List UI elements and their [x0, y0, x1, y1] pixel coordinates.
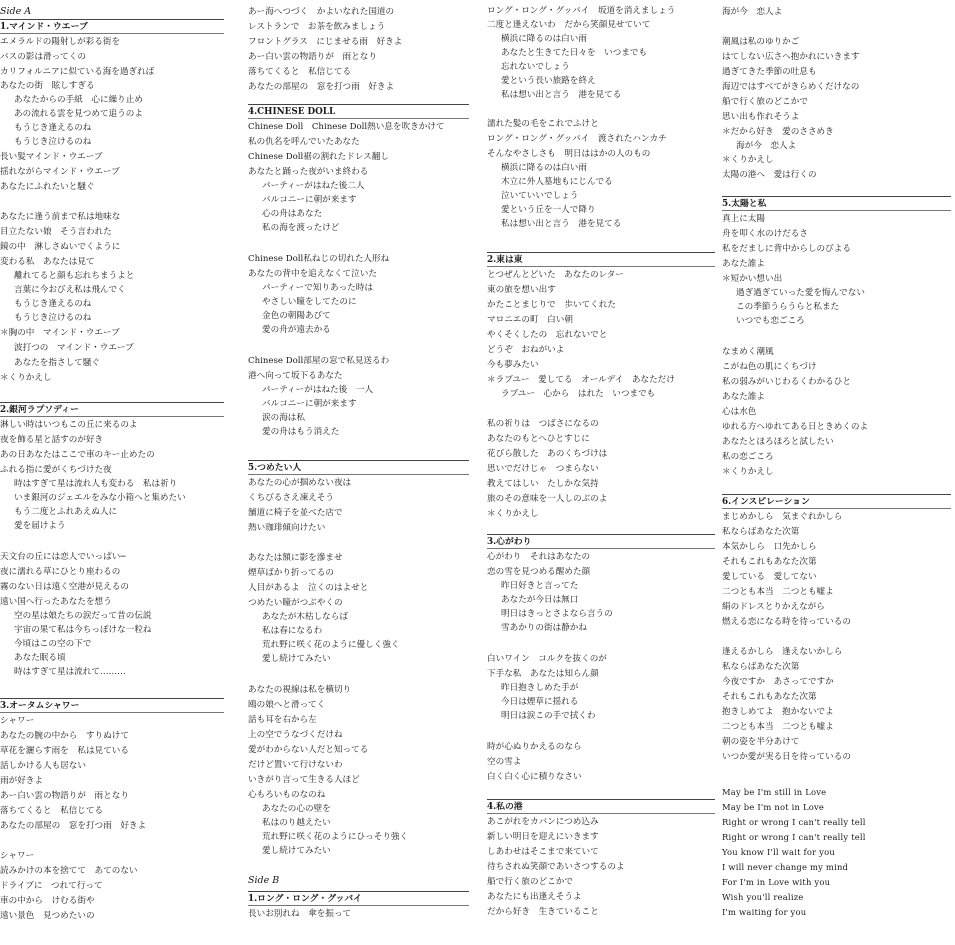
song-title-text: 3.心がわり: [487, 537, 532, 547]
lyric-line: あなたの部屋の 窓を打つ雨 好きよ: [0, 821, 147, 831]
lyric-line: 逢えるかしら 逢えないかしら: [722, 647, 843, 657]
song-title: [248, 106, 473, 118]
title-rule-bottom: [487, 813, 715, 814]
lyric-line: 人目があるよ 泣くのはよせと: [248, 583, 369, 593]
lyric-line: 思い出も作れそうよ: [722, 112, 800, 122]
lyric-line: ＊くりかえし: [722, 155, 774, 165]
lyric-line: 鏡の中 淋しさぬいでくように: [0, 242, 121, 252]
lyric-line: 明日はきっとさよなら言うの: [501, 609, 613, 619]
title-rule-top: [487, 534, 715, 535]
lyric-line: やさしい瞳をしてたのに: [262, 297, 357, 307]
lyric-line: 私の海を渡ったけど: [262, 223, 340, 233]
lyric-line: はてしない広さへ抱かれにいきます: [722, 52, 860, 62]
title-rule-bottom: [487, 266, 715, 267]
lyric-line: 心がわり それはあなたの: [487, 552, 591, 562]
lyric-line: くちびるさえ凍えそう: [248, 493, 334, 503]
title-rule-bottom: [487, 548, 715, 549]
title-rule-top: [248, 460, 469, 461]
lyric-line: 空の雪よ: [487, 757, 522, 767]
lyric-line: 横浜に降るのは白い雨: [501, 34, 587, 44]
lyric-line: 私は想い出と言う 港を見てる: [501, 219, 622, 229]
lyric-line: 長いお別れね 傘を振って: [248, 909, 352, 919]
lyric-line: 遠い景色 見つめたいの: [0, 911, 95, 921]
lyric-line: 抱きしめてよ 抱かないでよ: [722, 707, 834, 717]
song-title-text: 4.私の港: [487, 802, 523, 812]
lyric-line: まじめかしら 気まぐれかしら: [722, 512, 843, 522]
lyric-line: 過ぎ過ぎていった愛を悔んでない: [736, 288, 865, 298]
lyric-line: 明日は涙この手で拭くわ: [501, 711, 596, 721]
lyric-line: 雪あかりの街は静かね: [501, 623, 587, 633]
lyric-line: Chinese Doll Chinese Doll熱い息を吹きかけて: [248, 122, 445, 132]
lyric-line: 涙の海は私: [262, 413, 305, 423]
lyric-line: 愛している 愛してない: [722, 572, 817, 582]
lyric-line: 今頃はこの空の下で: [14, 639, 92, 649]
song-title: [0, 21, 228, 33]
lyric-line: あこがれをカバンにつめ込み: [487, 817, 599, 827]
lyric-line: ＊くりかえし: [0, 373, 52, 383]
title-rule-bottom: [722, 508, 951, 509]
lyric-line: 私は春になるわ: [262, 626, 323, 636]
lyric-line: 心は水色: [722, 407, 757, 417]
lyric-line: 二つとも本当 二つとも嘘よ: [722, 722, 834, 732]
lyric-line: 離れてると顔も忘れちまうよと: [14, 271, 135, 281]
lyric-line: 下手な私 あなたは知らん顔: [487, 669, 599, 679]
lyric-line: もう二度とふれあえぬ人に: [14, 507, 118, 517]
lyric-line: 潮風は私のゆりかご: [722, 37, 800, 47]
lyric-line: 待ちされぬ笑顔であいさつするのよ: [487, 862, 625, 872]
lyric-line: Chinese Doll私ねじの切れた人形ね: [248, 254, 390, 264]
lyric-line: 荒れ野に咲く花のようにひっそり強く: [262, 832, 409, 842]
lyric-line: どうぞ おねがいよ: [487, 345, 565, 355]
lyric-line: 言葉に今おびえ私は飛んでく: [14, 285, 126, 295]
lyric-line: バルコニーに朝が来ます: [262, 399, 357, 409]
lyric-line: I will never change my mind: [722, 862, 849, 872]
lyric-line: 変わる私 あなたは見て: [0, 257, 95, 267]
lyric-line: いきがり言って生きる人ほど: [248, 775, 360, 785]
song-title-text: 6.インスピレーション: [722, 497, 810, 507]
song-title: [487, 536, 719, 548]
song-title-text: 1.マインド・ウエーブ: [0, 22, 88, 32]
song-title: [0, 404, 228, 416]
song-title: [487, 801, 719, 813]
lyric-line: 私の弱みがいじわるくわかるひと: [722, 377, 851, 387]
lyric-line: 車の中から けむる街や: [0, 896, 95, 906]
title-rule-top: [722, 494, 951, 495]
lyric-line: あなたと踊った夜がいま終わる: [248, 167, 369, 177]
lyric-line: とつぜんとどいた あなたのレター: [487, 270, 624, 280]
lyric-line: 絹のドレスとりかえながら: [722, 602, 825, 612]
lyric-line: 太陽の港へ 愛は行くの: [722, 170, 817, 180]
lyric-line: I'm waiting for you: [722, 907, 807, 917]
lyric-line: 鴎の娘へと滑ってく: [248, 700, 326, 710]
lyric-line: 思いでだけじゃ つまらない: [487, 464, 599, 474]
lyric-line: カリフォルニアに似ている海を過ぎれば: [0, 67, 155, 77]
lyric-line: シャワー: [0, 716, 35, 726]
lyric-line: 舟を叩く水のけだるさ: [722, 229, 808, 239]
lyric-line: Right or wrong I can't really tell: [722, 832, 866, 842]
lyric-line: 今日は煙草に揺れる: [501, 697, 579, 707]
song-title-text: 5.つめたい人: [248, 463, 302, 473]
lyric-line: 教えてはしい たしかな気持: [487, 479, 599, 489]
title-rule-bottom: [0, 712, 224, 713]
lyric-line: 濡れた髪の毛をこれでふけと: [487, 119, 599, 129]
lyric-line: 東の旅を想い出す: [487, 285, 556, 295]
lyric-line: ＊だから好き 愛のささめき: [722, 127, 834, 137]
lyric-line: あなたを指さして騒ぐ: [14, 358, 100, 368]
song-title-text: 3.オータムシャワー: [0, 701, 80, 711]
lyric-line: あなたと生きてた日々を いつまでも: [501, 48, 648, 58]
lyric-line: Chinese Doll裾の割れたドレス翻し: [248, 152, 389, 162]
lyric-line: 愛という丘を一人で降り: [501, 205, 596, 215]
lyric-line: 舗道に椅子を並べた店で: [248, 508, 343, 518]
title-rule-bottom: [248, 118, 469, 119]
lyric-line: 泣いていいでしょう: [501, 191, 579, 201]
lyric-line: 話しかける人も居ない: [0, 761, 86, 771]
lyric-line: バルコニーに朝が来ます: [262, 195, 357, 205]
song-title-text: 2.東は東: [487, 255, 523, 265]
lyric-line: だけど置いて行けないわ: [248, 760, 343, 770]
lyric-line: ＊胸の中 マインド・ウエーブ: [0, 328, 120, 338]
lyric-line: あなたの部屋の 窓を打つ雨 好きよ: [248, 82, 395, 92]
lyric-line: あー白い雲の物語りが 雨となり: [248, 52, 377, 62]
lyric-line: 忘れないでしょう: [501, 62, 570, 72]
song-title-text: 2.銀河ラプソディー: [0, 405, 79, 415]
song-title: [487, 254, 719, 266]
lyric-line: 雨が好きよ: [0, 776, 43, 786]
lyric-line: 朝の姿を半分あけて: [722, 737, 800, 747]
lyric-line: 心の舟はあなた: [262, 209, 323, 219]
lyric-line: 今夜ですか あさってですか: [722, 677, 834, 687]
lyric-line: いつでも恋ごころ: [736, 316, 805, 326]
lyric-line: 目立たない娘 そう言われた: [0, 227, 112, 237]
lyric-line: 私の仇名を呼んでいたあなた: [248, 137, 360, 147]
lyric-line: 私の祈りは つばさになるの: [487, 419, 599, 429]
lyric-line: Wish you'll realize: [722, 892, 804, 902]
lyric-line: ＊ラブユー 愛してる オールデイ あなただけ: [487, 375, 675, 385]
lyric-line: 話も耳を右から左: [248, 715, 317, 725]
lyric-line: ラブユー 心から はれた いつまでも: [501, 389, 656, 399]
lyric-line: 淋しい時はいつもこの丘に来るのよ: [0, 420, 138, 430]
lyric-line: パーティーがはねた後 一人: [262, 385, 374, 395]
lyric-line: あの日あなたはここで車のキー止めたの: [0, 450, 155, 460]
lyric-line: 愛という長い旅路を終え: [501, 76, 596, 86]
lyric-line: あなたに逢う前まで私は地味な: [0, 212, 121, 222]
lyric-line: 船で行く旅のどこかで: [487, 877, 573, 887]
lyric-line: 空の星は娘たちの涙だって昔の伝説: [14, 611, 152, 621]
lyric-line: あなたにふれたいと騒ぐ: [0, 182, 95, 192]
lyrics-column-1: [0, 0, 228, 945]
lyric-line: 私をだましに背中からしのびよる: [722, 244, 851, 254]
song-title: [722, 496, 955, 508]
song-title: [722, 198, 955, 210]
lyric-line: あなたの街 眩しすぎる: [0, 81, 95, 91]
title-rule-top: [722, 196, 951, 197]
lyric-line: 昨日抱きしめた手が: [501, 683, 579, 693]
lyric-line: いま銀河のジェエルをみな小箱へと集めたい: [14, 493, 186, 503]
lyric-line: ＊短かい想い出: [722, 274, 783, 284]
lyric-line: あなたの視線は私を横切り: [248, 685, 352, 695]
lyric-line: 海辺ではすべてがきらめくだけなの: [722, 82, 860, 92]
lyric-line: 愛の舟はもう消えた: [262, 427, 340, 437]
side-label: Side A: [0, 6, 32, 17]
lyric-line: 宇宙の果て私は今ちっぽけな一粒ね: [14, 625, 152, 635]
lyric-line: For I'm in Love with you: [722, 877, 831, 887]
title-rule-bottom: [0, 33, 224, 34]
lyric-line: May be I'm not in Love: [722, 802, 825, 812]
lyric-line: 夜を飾る星と話すのが好き: [0, 435, 104, 445]
lyric-line: 霧のない日は遠く空港が見えるの: [0, 582, 129, 592]
lyric-line: 愛し続けてみたい: [262, 654, 331, 664]
lyric-line: 燃える恋になる時を待っているの: [722, 617, 851, 627]
lyric-line: 私ならばあなた次第: [722, 527, 800, 537]
lyric-line: エメラルドの陽射しが彩る街を: [0, 37, 121, 47]
lyric-line: 読みかけの本を捨てて あてのない: [0, 866, 138, 876]
lyric-line: 木立に外人墓地もにじんでる: [501, 177, 613, 187]
lyric-line: あなた誰よ: [722, 259, 765, 269]
lyric-line: 揺れながらマインド・ウエーブ: [0, 167, 120, 177]
title-rule-bottom: [0, 416, 224, 417]
lyric-line: それもこれもあなた次第: [722, 557, 817, 567]
lyric-line: 船で行く旅のどこかで: [722, 97, 808, 107]
lyric-line: やくそくしたの 忘れないでと: [487, 330, 608, 340]
lyric-line: だから好き 生きていること: [487, 907, 599, 917]
lyric-line: 花びら散した あのくちづけは: [487, 449, 608, 459]
lyric-line: 天文台の丘には恋人でいっぱい─: [0, 552, 126, 562]
lyric-line: 横浜に降るのは白い雨: [501, 163, 587, 173]
song-title: [248, 893, 473, 905]
lyric-line: あなたが木枯しならば: [262, 612, 348, 622]
lyric-line: ふれる指に愛がくちづけた夜: [0, 465, 112, 475]
lyric-line: 煙草ばかり折ってるの: [248, 568, 334, 578]
lyric-line: 真上に太陽: [722, 214, 765, 224]
title-rule-top: [0, 402, 224, 403]
lyric-line: ロング・ロング・グッバイ 渡されたハンカチ: [487, 134, 667, 144]
lyric-line: あなたが今日は無口: [501, 595, 579, 605]
lyric-line: 白く白く心に積りなさい: [487, 772, 582, 782]
lyric-line: あー海へつづく かよいなれた国道の: [248, 7, 395, 17]
lyric-line: ドライブに つれて行って: [0, 881, 103, 891]
lyric-line: この季節うらうらと私また: [736, 302, 840, 312]
lyric-line: レストランで お茶を飲みましょう: [248, 22, 386, 32]
lyric-line: 落ちてくると 私信じてる: [0, 806, 104, 816]
title-rule-bottom: [248, 474, 469, 475]
lyric-line: 金色の朝陽あびて: [262, 311, 331, 321]
lyric-line: あなたは額に影を滲ませ: [248, 553, 343, 563]
song-title-text: 5.太陽と私: [722, 199, 767, 209]
lyric-line: あなた眠る頃: [14, 653, 66, 663]
song-title-text: 4.CHINESE DOLL: [248, 107, 336, 117]
lyric-line: 二つとも本当 二つとも嘘よ: [722, 587, 834, 597]
title-rule-top: [487, 799, 715, 800]
lyric-line: ＊くりかえし: [487, 509, 539, 519]
lyric-line: こがね色の肌にくちづけ: [722, 362, 817, 372]
lyric-line: May be I'm still in Love: [722, 787, 827, 797]
lyrics-column-3: [487, 0, 719, 945]
lyric-line: あなたのもとへひとすじに: [487, 434, 590, 444]
lyric-line: もうじき泣けるのね: [14, 137, 92, 147]
lyric-line: 時はすぎて星は流れて………: [14, 667, 126, 677]
lyrics-column-2: [248, 0, 473, 945]
lyric-line: 夜に濡れる草にひとり座わるの: [0, 567, 121, 577]
lyric-line: 旅のその意味を一人しのぶのよ: [487, 494, 608, 504]
lyric-line: あなた誰よ: [722, 392, 765, 402]
lyric-line: You know I'll wait for you: [722, 847, 835, 857]
lyric-line: 新しい明日を迎えにいきます: [487, 832, 599, 842]
lyric-line: もうじき逢えるのね: [14, 123, 92, 133]
lyric-line: あー白い雲の物語りが 雨となり: [0, 791, 129, 801]
lyric-line: ＊くりかえし: [722, 467, 774, 477]
lyric-line: 波打つの マインド・ウエーブ: [14, 343, 134, 353]
lyric-line: Right or wrong I can't really tell: [722, 817, 866, 827]
lyric-line: 落ちてくると 私信じてる: [248, 67, 352, 77]
lyric-line: 私はのり越えたい: [262, 818, 331, 828]
side-label: Side B: [248, 875, 280, 886]
lyric-line: 恋の雪を見つめる醒めた顔: [487, 567, 591, 577]
lyric-line: 草花を灑らす雨を 私は見ている: [0, 746, 129, 756]
title-rule-top: [0, 698, 224, 699]
lyric-line: Chinese Doll部屋の窓で私見送るわ: [248, 356, 390, 366]
lyric-line: あなたの心が掴めない夜は: [248, 478, 352, 488]
lyric-line: いつか愛が実る日を待っているの: [722, 752, 851, 762]
lyric-line: 長い髪マインド・ウエーブ: [0, 152, 103, 162]
lyric-line: あなたの背中を追えなくて泣いた: [248, 269, 377, 279]
lyric-line: 海が今 恋人よ: [736, 141, 797, 151]
lyric-line: バスの影は滑ってくの: [0, 52, 86, 62]
lyric-line: つめたい瞳がつぶやくの: [248, 598, 343, 608]
lyric-line: あなたとほろほろと試したい: [722, 437, 834, 447]
lyric-line: パーティーがはねた後二人: [262, 181, 365, 191]
lyric-line: 上の空でうなづくだけね: [248, 730, 343, 740]
lyric-line: 海が今 恋人よ: [722, 7, 783, 17]
lyrics-column-4: [722, 0, 955, 945]
title-rule-top: [487, 252, 715, 253]
lyric-line: 港へ向って坂下るあなた: [248, 371, 343, 381]
title-rule-top: [0, 19, 224, 20]
lyric-line: もうじき逢えるのね: [14, 299, 92, 309]
song-title-text: 1.ロング・ロング・グッバイ: [248, 894, 362, 904]
lyric-line: 熱い珈琲傾向けたい: [248, 523, 326, 533]
lyric-line: あの流れる雲を見つめて追うのよ: [14, 109, 143, 119]
lyric-line: 愛を届けよう: [14, 521, 66, 531]
lyric-line: 私は想い出と言う 港を見てる: [501, 90, 622, 100]
song-title: [248, 462, 473, 474]
lyric-line: 私ならばあなた次第: [722, 662, 800, 672]
lyric-line: 遠い国へ行ったあなたを想う: [0, 597, 112, 607]
lyric-line: あなたにも出逢えそうよ: [487, 892, 582, 902]
lyric-line: あなたからの手紙 心に繰り止め: [14, 95, 143, 105]
lyric-line: ゆれる方へゆれてある日ときめくのよ: [722, 422, 869, 432]
lyric-line: 昨日好きと言ってた: [501, 581, 579, 591]
lyric-line: それもこれもあなた次第: [722, 692, 817, 702]
lyric-line: マロニエの町 白い朝: [487, 315, 573, 325]
lyric-line: 荒れ野に咲く花のように優しく強く: [262, 640, 400, 650]
lyric-line: そんなやさしさも 明日ははかの人のもの: [487, 149, 651, 159]
lyric-line: シャワー: [0, 851, 35, 861]
lyric-line: ロング・ロング・グッバイ 坂道を消えましょう: [487, 6, 676, 16]
lyric-line: あなたの心の壁を: [262, 804, 331, 814]
lyric-line: 愛し続けてみたい: [262, 846, 331, 856]
lyric-line: パーティーで知りあった時は: [262, 283, 373, 293]
lyric-line: 本気かしら 口先かしら: [722, 542, 817, 552]
lyric-line: かたことまじりで 歩いてくれた: [487, 300, 616, 310]
title-rule-top: [248, 104, 469, 105]
title-rule-top: [248, 891, 469, 892]
title-rule-bottom: [248, 905, 469, 906]
lyric-line: フロントグラス にじませる雨 好きよ: [248, 37, 403, 47]
song-title: [0, 700, 228, 712]
lyric-line: しあわせはそこまで来ていて: [487, 847, 599, 857]
lyric-line: 過ぎてきた季節の吐息も: [722, 67, 817, 77]
lyric-line: 今も夢みたい: [487, 360, 539, 370]
lyric-line: 心もろいものなのね: [248, 790, 326, 800]
title-rule-bottom: [722, 210, 951, 211]
lyric-line: 時が心ぬりかえるのなら: [487, 742, 582, 752]
lyric-line: 愛の舟が遠去かる: [262, 325, 331, 335]
lyric-line: 白いワイン コルクを抜くのが: [487, 654, 607, 664]
lyric-line: あなたの腕の中から すりぬけて: [0, 731, 129, 741]
lyric-line: 二度と逢えないわ だから笑顔見せていて: [487, 20, 651, 30]
lyric-line: 私の恋ごころ: [722, 452, 774, 462]
lyric-line: もうじき泣けるのね: [14, 313, 92, 323]
lyric-line: 愛がわからない人だと知ってる: [248, 745, 369, 755]
lyric-line: 時はすぎて星は流れ人も変わる 私は祈り: [14, 479, 178, 489]
lyric-line: なまめく潮風: [722, 347, 774, 357]
